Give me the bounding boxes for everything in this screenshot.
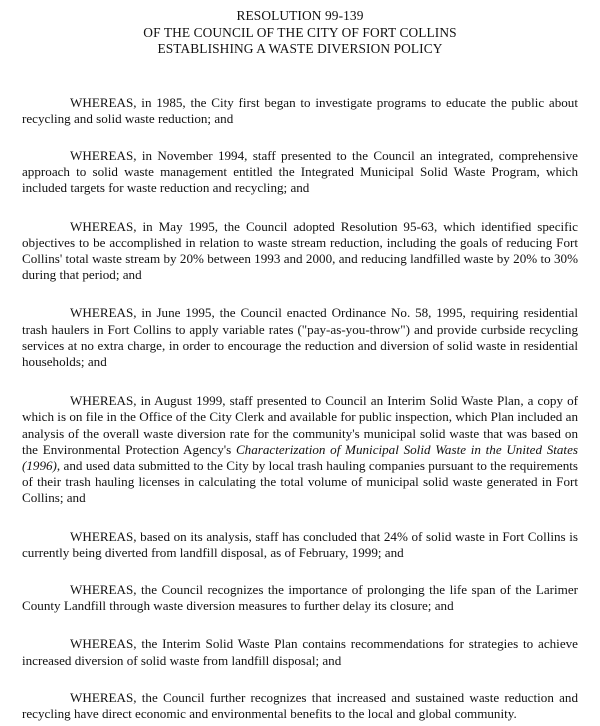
whereas-paragraph-2: WHEREAS, in November 1994, staff presented to the Council an integrated, comprehensive approach to solid waste management entitled the Integrated Municipal Solid Waste Program, which included targets for waste reduction and recycling; and <box>22 147 578 196</box>
council-line: OF THE COUNCIL OF THE CITY OF FORT COLLINS <box>143 24 457 40</box>
resolution-title: ESTABLISHING A WASTE DIVERSION POLICY <box>157 41 443 56</box>
whereas-paragraph-6: WHEREAS, based on its analysis, staff has concluded that 24% of solid waste in Fort Collins is currently being diverted from landfill disposal, as of February, 1999; and <box>22 528 578 560</box>
whereas-paragraph-4: WHEREAS, in June 1995, the Council enacted Ordinance No. 58, 1995, requiring residential trash haulers in Fort Collins to apply variable rates ("pay-as-you-throw") and provide curbside recycling services at no extra charge, in order to encourage the reduction and diversion of solid waste in residential households; and <box>22 305 578 369</box>
whereas-paragraph-8: WHEREAS, the Interim Solid Waste Plan contains recommendations for strategies to achieve increased diversion of solid waste from landfill disposal; and <box>22 636 578 668</box>
whereas-paragraph-5 <box>22 393 578 506</box>
whereas-paragraph-7: WHEREAS, the Council recognizes the importance of prolonging the life span of the Larimer County Landfill through waste diversion measures to further delay its closure; and <box>22 581 578 614</box>
paragraph-5-text-after: , and used data submitted to the City by local trash hauling companies pursuant to the requirements of their trash hauling licenses in calculating the total volume of municipal solid waste generated in Fort Collins; and <box>22 457 578 506</box>
whereas-paragraph-9: WHEREAS, the Council further recognizes that increased and sustained waste reduction and recycling have direct economic and environmental benefits to the local and global community. <box>22 689 578 721</box>
paragraph-5-publication-title: Characterization of Municipal Solid Waste in the United States (1996) <box>22 441 578 473</box>
whereas-clauses <box>22 95 578 723</box>
whereas-paragraph-1: WHEREAS, in 1985, the City first began to investigate programs to educate the public about recycling and solid waste reduction; and <box>22 94 578 126</box>
resolution-number: RESOLUTION 99-139 <box>236 8 364 23</box>
paragraph-5-text-before: WHEREAS, in August 1999, staff presented to Council an Interim Solid Waste Plan, a copy of which is on file in the Office of the City Clerk and available for public inspection, which Plan included an analysis of the overall waste diversion rate for the community's municipal solid waste that was based on the Environmental Protection Agency's <box>22 393 578 457</box>
whereas-paragraph-3: WHEREAS, in May 1995, the Council adopted Resolution 95-63, which identified specific objectives to be accomplished in relation to waste stream reduction, including the goals of reducing Fort Collins' total waste stream by 20% between 1993 and 2000, and reducing landfilled waste by 20% to 30% during that period; and <box>22 218 578 283</box>
resolution-heading <box>22 8 578 58</box>
